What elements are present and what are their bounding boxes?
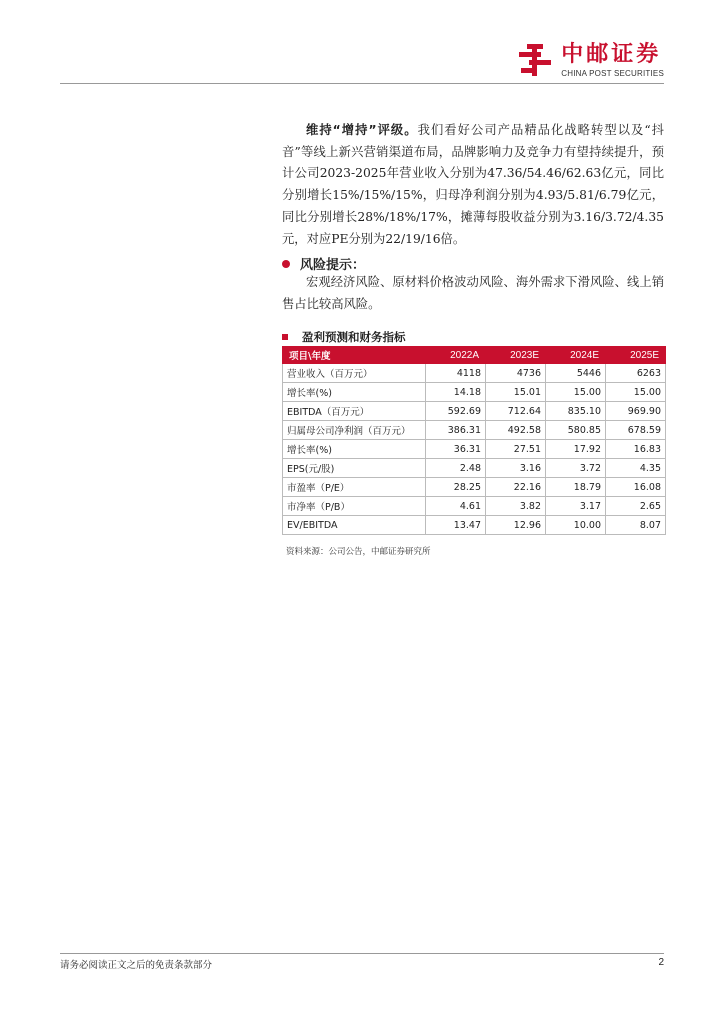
cell-value: 36.31 (426, 440, 486, 459)
header-cell-2023e: 2023E (486, 347, 546, 364)
table-row (283, 478, 666, 497)
table-title: 盈利预测和财务指标 (302, 330, 406, 344)
cell-value: 2.65 (606, 497, 666, 516)
cell-value: 22.16 (486, 478, 546, 497)
rating-text: 我们看好公司产品精品化战略转型以及“抖音”等线上新兴营销渠道布局，品牌影响力及竞争力有望持续提升，预计公司2023-2025年营业收入分别为47.36/54.46/62.63亿元，同比分别增长15%/15%/15%，归母净利润分别为4.93/5.81/6.79亿元，同比分别增长28%/18%/17%，摊薄每股收益分别为3.16/3.72/4.35元，对应PE分别为22/19/16倍。 (282, 123, 664, 246)
footer-disclaimer: 请务必阅读正文之后的免责条款部分 (60, 960, 213, 971)
cell-value: 580.85 (546, 421, 606, 440)
cell-value: 3.82 (486, 497, 546, 516)
cell-value: 386.31 (426, 421, 486, 440)
bullet-dot-icon (282, 260, 290, 268)
table-row (283, 516, 666, 535)
cell-value: 16.08 (606, 478, 666, 497)
cell-value: 5446 (546, 364, 606, 383)
row-label: 市盈率（P/E） (283, 478, 426, 497)
square-bullet-icon (282, 334, 288, 340)
header-divider (60, 83, 664, 84)
row-label: 营业收入（百万元） (283, 364, 426, 383)
row-label: EV/EBITDA (283, 516, 426, 535)
table-header-row (283, 347, 666, 364)
table-row (283, 459, 666, 478)
table-row (283, 364, 666, 383)
cell-value: 14.18 (426, 383, 486, 402)
cell-value: 17.92 (546, 440, 606, 459)
cell-value: 16.83 (606, 440, 666, 459)
header-cell-2022a: 2022A (426, 347, 486, 364)
company-logo (517, 42, 664, 78)
table-row (283, 383, 666, 402)
cell-value: 15.01 (486, 383, 546, 402)
cell-value: 4736 (486, 364, 546, 383)
row-label: 市净率（P/B） (283, 497, 426, 516)
header-cell-2025e: 2025E (606, 347, 666, 364)
cell-value: 6263 (606, 364, 666, 383)
footer-divider (60, 953, 664, 954)
row-label: EPS(元/股) (283, 459, 426, 478)
row-label: EBITDA（百万元） (283, 402, 426, 421)
risk-heading (282, 254, 365, 273)
rating-paragraph (282, 120, 664, 250)
financial-forecast-table (282, 346, 666, 535)
row-label: 增长率(%) (283, 383, 426, 402)
header-cell-item: 项目\年度 (283, 347, 426, 364)
table-source-note: 资料来源：公司公告，中邮证券研究所 (286, 547, 431, 557)
cell-value: 15.00 (606, 383, 666, 402)
cell-value: 10.00 (546, 516, 606, 535)
risk-paragraph: 宏观经济风险、原材料价格波动风险、海外需求下滑风险、线上销售占比较高风险。 (282, 275, 664, 311)
cell-value: 712.64 (486, 402, 546, 421)
table-row (283, 497, 666, 516)
cell-value: 3.16 (486, 459, 546, 478)
cell-value: 13.47 (426, 516, 486, 535)
cell-value: 592.69 (426, 402, 486, 421)
row-label: 增长率(%) (283, 440, 426, 459)
cell-value: 4.35 (606, 459, 666, 478)
logo-text-cn: 中邮证券 (561, 41, 662, 67)
logo-text-en: CHINA POST SECURITIES (561, 68, 664, 78)
cell-value: 492.58 (486, 421, 546, 440)
table-heading (282, 329, 406, 345)
cell-value: 27.51 (486, 440, 546, 459)
cell-value: 835.10 (546, 402, 606, 421)
table-row (283, 402, 666, 421)
row-label: 归属母公司净利润（百万元） (283, 421, 426, 440)
cell-value: 18.79 (546, 478, 606, 497)
page-number: 2 (658, 957, 664, 968)
cell-value: 4.61 (426, 497, 486, 516)
cell-value: 969.90 (606, 402, 666, 421)
cell-value: 12.96 (486, 516, 546, 535)
cell-value: 15.00 (546, 383, 606, 402)
cell-value: 28.25 (426, 478, 486, 497)
cell-value: 3.17 (546, 497, 606, 516)
cell-value: 678.59 (606, 421, 666, 440)
table-row (283, 421, 666, 440)
cell-value: 8.07 (606, 516, 666, 535)
rating-lead: 维持“增持”评级。 (306, 123, 418, 137)
cell-value: 3.72 (546, 459, 606, 478)
cell-value: 2.48 (426, 459, 486, 478)
china-post-logo-icon (517, 42, 553, 78)
cell-value: 4118 (426, 364, 486, 383)
header-cell-2024e: 2024E (546, 347, 606, 364)
table-row (283, 440, 666, 459)
risk-title: 风险提示： (300, 258, 366, 273)
